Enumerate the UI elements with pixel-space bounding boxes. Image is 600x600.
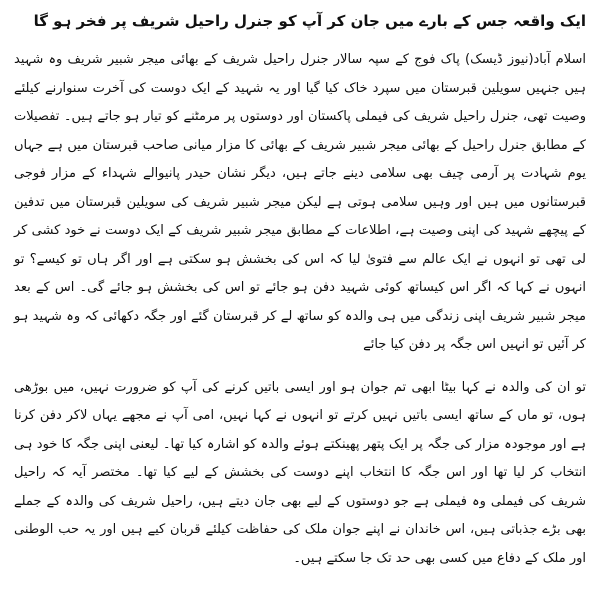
article-paragraph-2: تو ان کی والدہ نے کہا بیٹا ابھی تم جوان ہو اور ایسی باتیں کرنے کی آپ کو ضرورت نہیں، میں بوڑھی ہوں، تو ماں کے ساتھ ایسی باتیں نہیں کرتے تو انہوں نے کہا نہیں، امی آپ نے مجھے یہاں لاکر دفن کرنا ہے اور موجودہ مزار کی جگہ پر ایک پتھر پھینکتے ہوئے والدہ کو اشارہ کیا تھا۔ لیعنی اپنی جگہ کا خود ہی انتخاب کر لیا تھا اور اس جگہ کا انتخاب اپنے دوست کی بخشش کے لیے کیا تھا۔ مختصر آیہ کہ راحیل شریف کی فیملی وہ فیملی ہے جو دوستوں کے لیے بھی جان دیتے ہیں، راحیل شریف کی والدہ کے جملے بھی بڑے جذباتی ہیں، اس خاندان نے اپنے جوان ملک کی حفاظت کیلئے قربان کیے ہیں اور یہ حب الوطنی اور ملک کے دفاع میں کسی بھی حد تک جا سکتے ہیں۔ xyxy=(14,379,586,566)
article-headline: ایک واقعہ جس کے بارے میں جان کر آپ کو جنرل راحیل شریف پر فخر ہو گا xyxy=(33,12,586,30)
article-paragraph-1: اسلام آباد(نیوز ڈیسک) پاک فوج کے سپہ سالار جنرل راحیل شریف کے بھائی میجر شبیر شریف وہ شہید ہیں جنہیں سویلین قبرستان میں سپرد خاک کیا گیا اور یہ شہید کے ایک دوست کی آخرت سنوارنے کیلئے وصیت تھی، جنرل راحیل شریف کی فیملی پاکستان اور دوستوں پر مرمٹنے کو تیار ہو جاتے ہیں۔ تفصیلات کے مطابق جنرل راحیل کے بھائی میجر شبیر شریف کے بھائی کا مزار میانی صاحب قبرستان میں ہے جہاں یوم شہادت پر آرمی چیف بھی سلامی دینے جاتے ہیں، دیگر نشان حیدر پانیوالے شہداء کے مزار فوجی قبرستانوں میں ہیں اور وہیں سلامی ہوتی ہے لیکن میجر شبیر شریف کی سویلین قبرستان میں تدفین کے پیچھے شہید کی اپنی وصیت ہے، اطلاعات کے مطابق میجر شبیر شریف کے ایک دوست نے خود کشی کر لی تھی تو انہوں نے ایک عالم سے فتویٰ لیا کہ اس کی بخشش ہو سکتی ہے اور اگر ہاں تو کیسے؟ تو انہوں نے کہا کہ اگر اس کیساتھ کوئی شہید دفن ہو جائے تو اس کی بخشش ہو جائے گی۔ اس کے بعد میجر شبیر شریف اپنی زندگی میں ہی والدہ کو ساتھ لے کر قبرستان گئے اور جگہ دکھائی کہ وہ شہید ہو کر آئیں تو انہیں اس جگہ پر دفن کیا جائے xyxy=(14,52,586,352)
